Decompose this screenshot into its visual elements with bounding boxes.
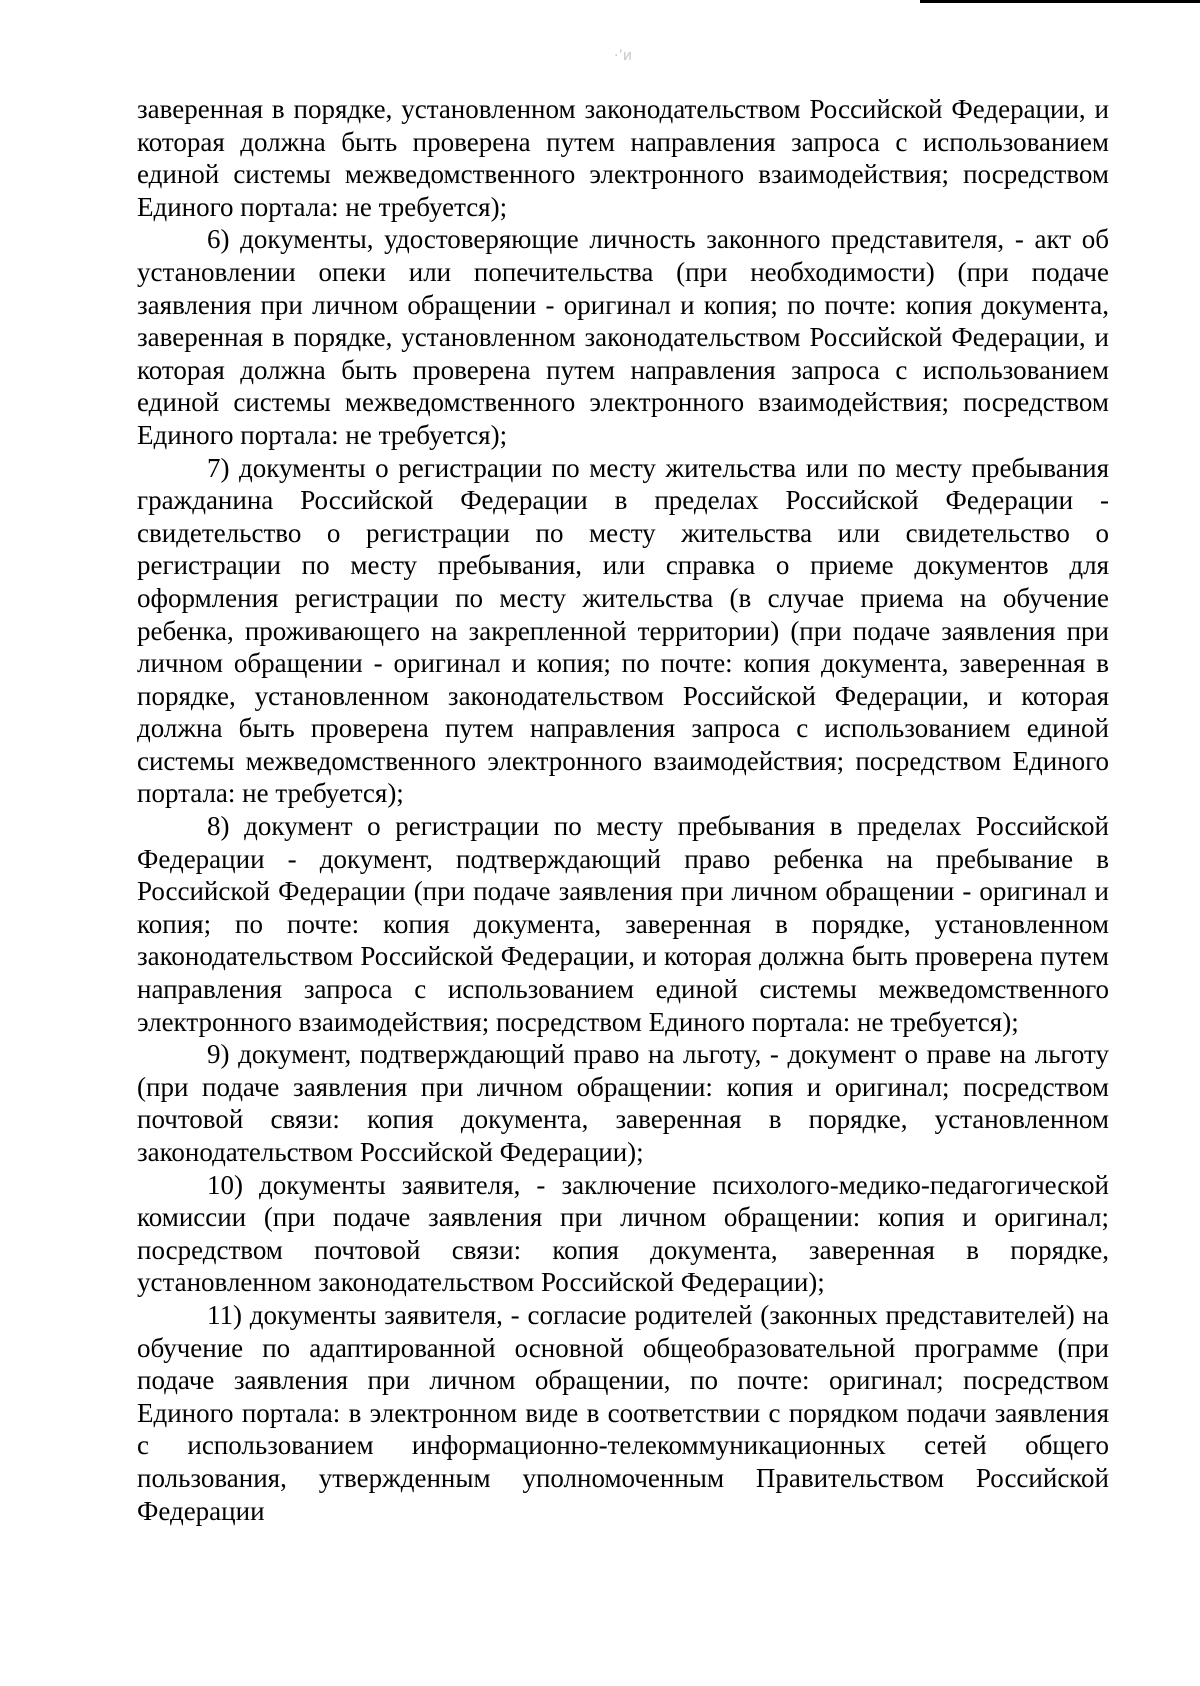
paragraph-item-9: 9) документ, подтверждающий право на льготу, - документ о праве на льготу (при подаче заявления при личном обращении: копия и оригинал; посредством почтовой связи: копия документа, заверенная в порядке, установленном законодательством Российской Федерации); xyxy=(137,1039,1109,1167)
paragraph-item-7: 7) документы о регистрации по месту жительства или по месту пребывания гражданина Российской Федерации в пределах Российской Федерации - свидетельство о регистрации по месту жительства или свидетельство о регистрации по месту пребывания, или справка о приеме документов для оформления регистрации по месту жительства (в случае приема на обучение ребенка, проживающего на закрепленной территории) (при подаче заявления при личном обращении - оригинал и копия; по почте: копия документа, заверенная в порядке, установленном законодательством Российской Федерации, и которая должна быть проверена путем направления запроса с использованием единой системы межведомственного электронного взаимодействия; посредством Единого портала: не требуется); xyxy=(137,452,1109,809)
paragraph-item-11: 11) документы заявителя, - согласие родителей (законных представителей) на обучение по адаптированной основной общеобразовательной программе (при подаче заявления при личном обращении, по почте: оригинал; посредством Единого портала: в электронном виде в соответствии с порядком подачи заявления с использованием информационно-телекоммуникационных сетей общего пользования, утвержденным уполномоченным Правительством Российской Федерации xyxy=(137,1299,1109,1526)
paragraph-item-10: 10) документы заявителя, - заключение психолого-медико-педагогической комиссии (при подаче заявления при личном обращении: копия и оригинал; посредством почтовой связи: копия документа, заверенная в порядке, установленном законодательством Российской Федерации); xyxy=(137,1169,1109,1298)
paragraph-continuation: заверенная в порядке, установленном законодательством Российской Федерации, и которая должна быть проверена путем направления запроса с использованием единой системы межведомственного электронного взаимодействия; посредством Единого портала: не требуется); xyxy=(137,94,1109,222)
document-body xyxy=(137,93,1109,1527)
scan-artifact-mark: ·’и xyxy=(614,48,632,64)
paragraph-item-8: 8) документ о регистрации по месту пребывания в пределах Российской Федерации - документ, подтверждающий право ребенка на пребывание в Российской Федерации (при подаче заявления при личном обращении - оригинал и копия; по почте: копия документа, заверенная в порядке, установленном законодательством Российской Федерации, и которая должна быть проверена путем направления запроса с использованием единой системы межведомственного электронного взаимодействия; посредством Единого портала: не требуется); xyxy=(137,811,1109,1037)
top-edge-rule xyxy=(920,0,1200,3)
paragraph-item-6: 6) документы, удостоверяющие личность законного представителя, - акт об установлении опеки или попечительства (при необходимости) (при подаче заявления при личном обращении - оригинал и копия; по почте: копия документа, заверенная в порядке, установленном законодательством Российской Федерации, и которая должна быть проверена путем направления запроса с использованием единой системы межведомственного электронного взаимодействия; посредством Единого портала: не требуется); xyxy=(137,224,1109,450)
